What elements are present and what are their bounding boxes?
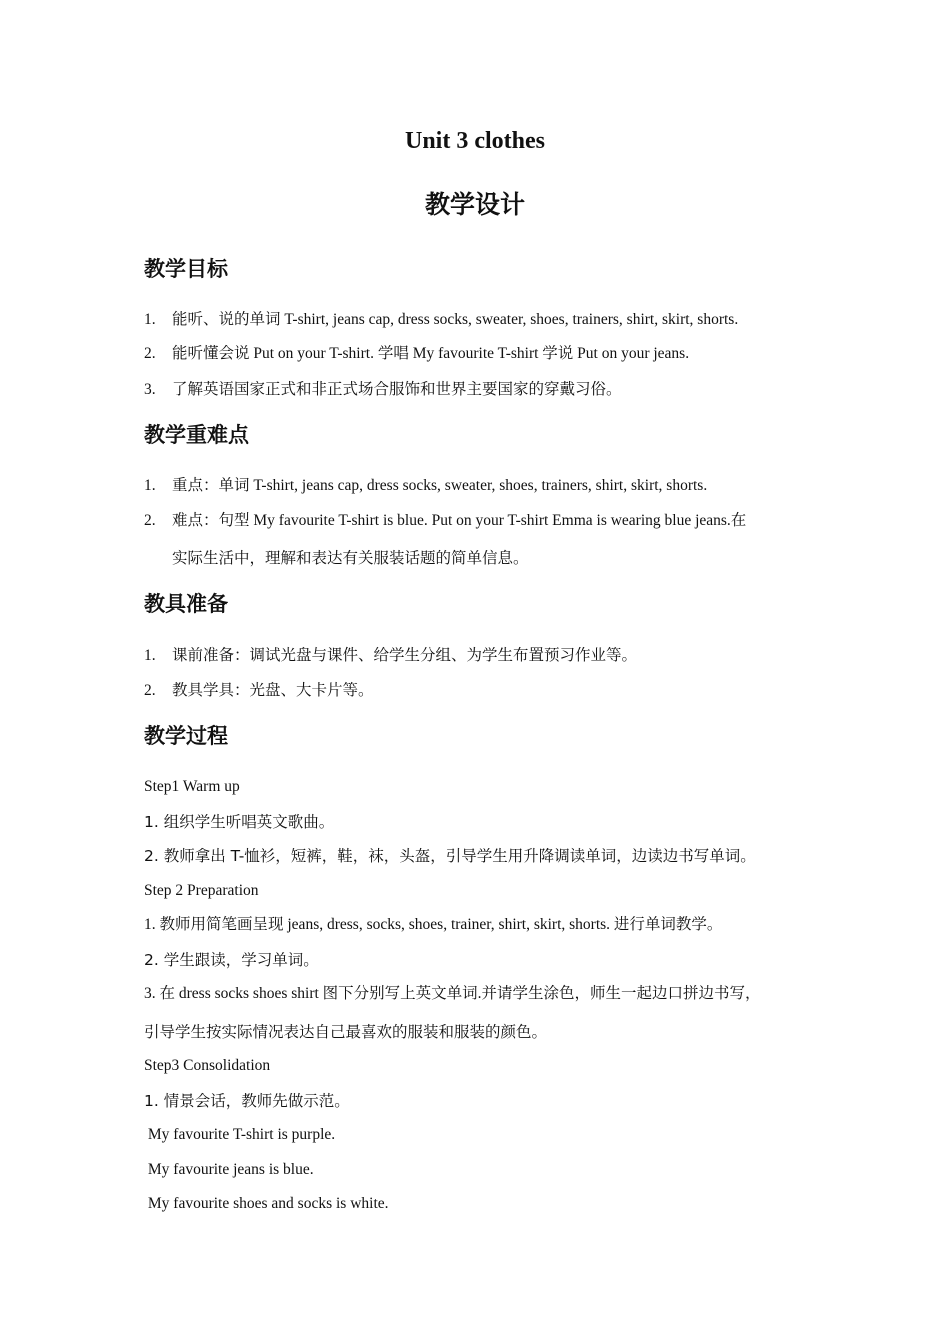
process-line: 1. 教师用简笔画呈现 jeans, dress, socks, shoes, trainer, shirt, skirt, shorts. 进行单词教学。 [144, 916, 723, 933]
item-text: 教具学具：光盘、大卡片等。 [172, 681, 374, 699]
process-line: 引导学生按实际情况表达自己最喜欢的服装和服装的颜色。 [144, 1023, 548, 1041]
section-heading-objectives: 教学目标 [144, 257, 228, 281]
item-text: 了解英语国家正式和非正式场合服饰和世界主要国家的穿戴习俗。 [172, 380, 622, 398]
item-text: 难点：句型 My favourite T-shirt is blue. Put on your T-shirt Emma is wearing blue jeans.在 [172, 512, 747, 529]
process-line: 1. 组织学生听唱英文歌曲。 [144, 813, 335, 831]
item-number: 3. [144, 381, 156, 398]
item-text: 能听、说的单词 T-shirt, jeans cap, dress socks, sweater, shoes, trainers, shirt, skirt, shorts. [172, 311, 739, 328]
preparation-item [144, 643, 637, 668]
process-line: Step1 Warm up [144, 778, 240, 795]
section-heading-process: 教学过程 [144, 724, 228, 748]
item-number: 1. [144, 311, 156, 328]
example-sentence: My favourite T-shirt is purple. [144, 1126, 336, 1143]
item-number: 1. [144, 647, 156, 664]
item-number: 1. [144, 477, 156, 494]
document-title: Unit 3 clothes [405, 128, 545, 154]
section-heading-preparation: 教具准备 [144, 592, 228, 616]
key-point-item [144, 474, 707, 498]
objective-item [144, 342, 689, 366]
process-line: 1. 情景会话，教师先做示范。 [144, 1092, 350, 1110]
item-continuation: 实际生活中，理解和表达有关服装话题的简单信息。 [172, 549, 529, 567]
process-line: 3. 在 dress socks shoes shirt 图下分别写上英文单词.并请学生涂色，师生一起边口拼边书写， [144, 985, 761, 1002]
section-heading-key-points: 教学重难点 [144, 423, 249, 447]
preparation-item [144, 678, 374, 703]
item-text: 课前准备：调试光盘与课件、给学生分组、为学生布置预习作业等。 [172, 646, 638, 664]
example-sentence: My favourite jeans is blue. [144, 1161, 314, 1178]
item-number: 2. [144, 682, 156, 699]
key-point-item [144, 509, 746, 533]
process-line: 2. 学生跟读，学习单词。 [144, 951, 319, 969]
item-text: 重点：单词 T-shirt, jeans cap, dress socks, sweater, shoes, trainers, shirt, skirt, shorts. [172, 477, 708, 494]
objective-item [144, 377, 622, 402]
process-line: Step 2 Preparation [144, 882, 259, 899]
item-text: 能听懂会说 Put on your T-shirt. 学唱 My favourite T-shirt 学说 Put on your jeans. [172, 345, 690, 362]
example-sentence: My favourite shoes and socks is white. [144, 1195, 389, 1212]
objective-item [144, 308, 738, 332]
item-number: 2. [144, 512, 156, 529]
document-subtitle: 教学设计 [424, 190, 525, 219]
process-line: Step3 Consolidation [144, 1057, 271, 1074]
item-number: 2. [144, 345, 156, 362]
process-line: 2. 教师拿出 T-恤衫，短裤，鞋，袜，头盔，引导学生用升降调读单词，边读边书写单词。 [144, 847, 756, 865]
